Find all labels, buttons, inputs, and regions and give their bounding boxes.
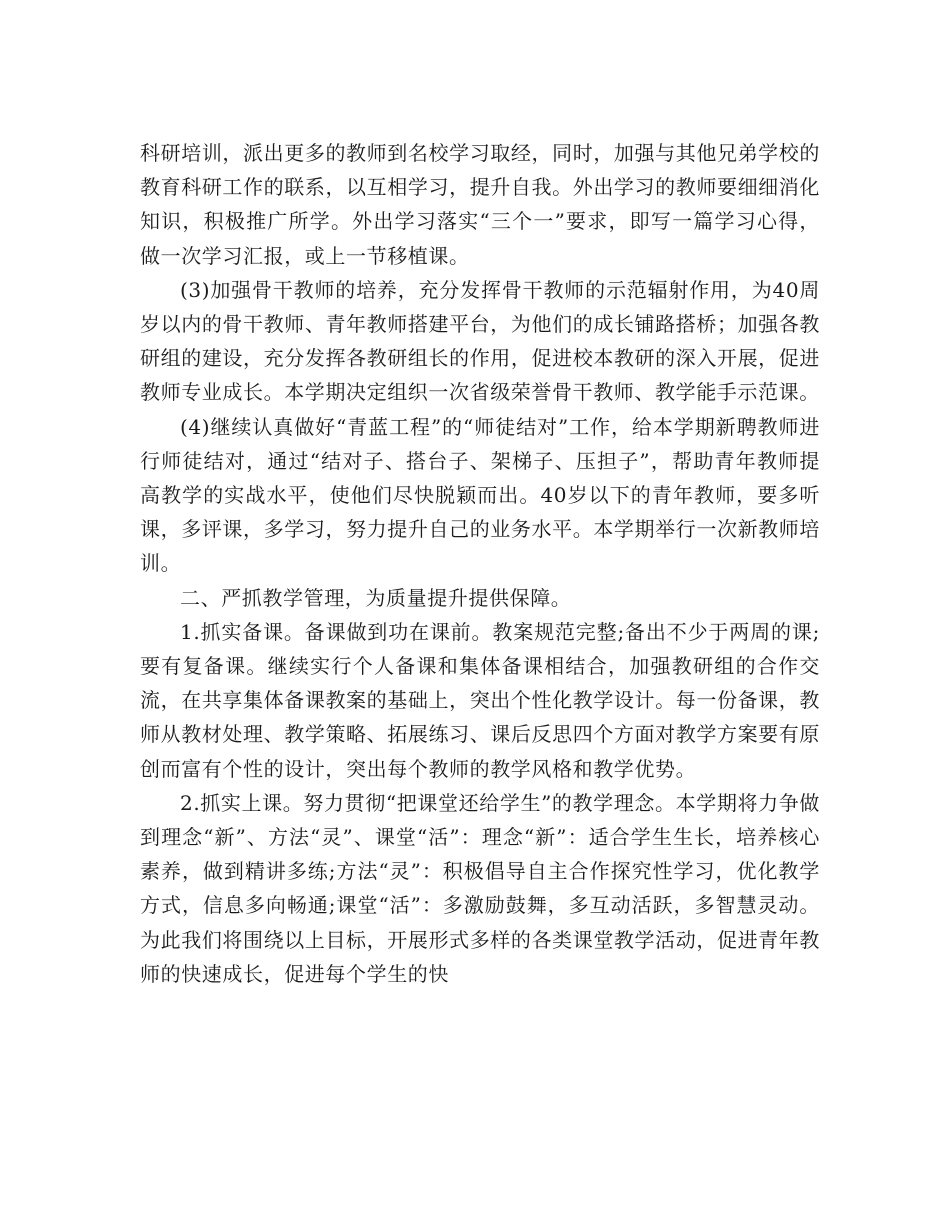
section-heading-2: 二、严抓教学管理，为质量提升提供保障。 bbox=[180, 585, 572, 610]
paragraph-item-3: (3)加强骨干教师的培养，充分发挥骨干教师的示范辐射作用，为40周岁以内的骨干教师、青年教师搭建平台，为他们的成长铺路搭桥；加强各教研组的建设，充分发挥各教研组长的作用，促进校本教研的深入开展，促进教师专业成长。本学期决定组织一次省级荣誉骨干教师、教学能手示范课。 bbox=[140, 277, 820, 405]
paragraph-continuation: 科研培训，派出更多的教师到名校学习取经，同时，加强与其他兄弟学校的教育科研工作的联系，以互相学习，提升自我。外出学习的教师要细细消化知识，积极推广所学。外出学习落实“三个一”要求，即写一篇学习心得，做一次学习汇报，或上一节移植课。 bbox=[140, 141, 820, 268]
paragraph-lesson-prep: 1.抓实备课。备课做到功在课前。教案规范完整;备出不少于两周的课;要有复备课。继续实行个人备课和集体备课相结合，加强教研组的合作交流，在共享集体备课教案的基础上，突出个性化教学设计。每一份备课，教师从教材处理、教学策略、拓展练习、课后反思四个方面对教学方案要有原创而富有个性的设计，突出每个教师的教学风格和教学优势。 bbox=[140, 619, 820, 781]
paragraph-teaching: 2.抓实上课。努力贯彻“把课堂还给学生”的教学理念。本学期将力争做到理念“新”、方法“灵”、课堂“活”：理念“新”：适合学生生长，培养核心素养，做到精讲多练;方法“灵”：积极倡导自主合作探究性学习，优化教学方式，信息多向畅通;课堂“活”：多激励鼓舞，多互动活跃，多智慧灵动。为此我们将围绕以上目标，开展形式多样的各类课堂教学活动，促进青年教师的快速成长，促进每个学生的快 bbox=[140, 790, 820, 986]
paragraph-item-4: (4)继续认真做好“青蓝工程”的“师徒结对”工作，给本学期新聘教师进行师徒结对，通过“结对子、搭台子、架梯子、压担子”，帮助青年教师提高教学的实战水平，使他们尽快脱颖而出。40岁以下的青年教师，要多听课，多评课，多学习，努力提升自己的业务水平。本学期举行一次新教师培训。 bbox=[140, 414, 820, 576]
document-body bbox=[140, 136, 820, 991]
